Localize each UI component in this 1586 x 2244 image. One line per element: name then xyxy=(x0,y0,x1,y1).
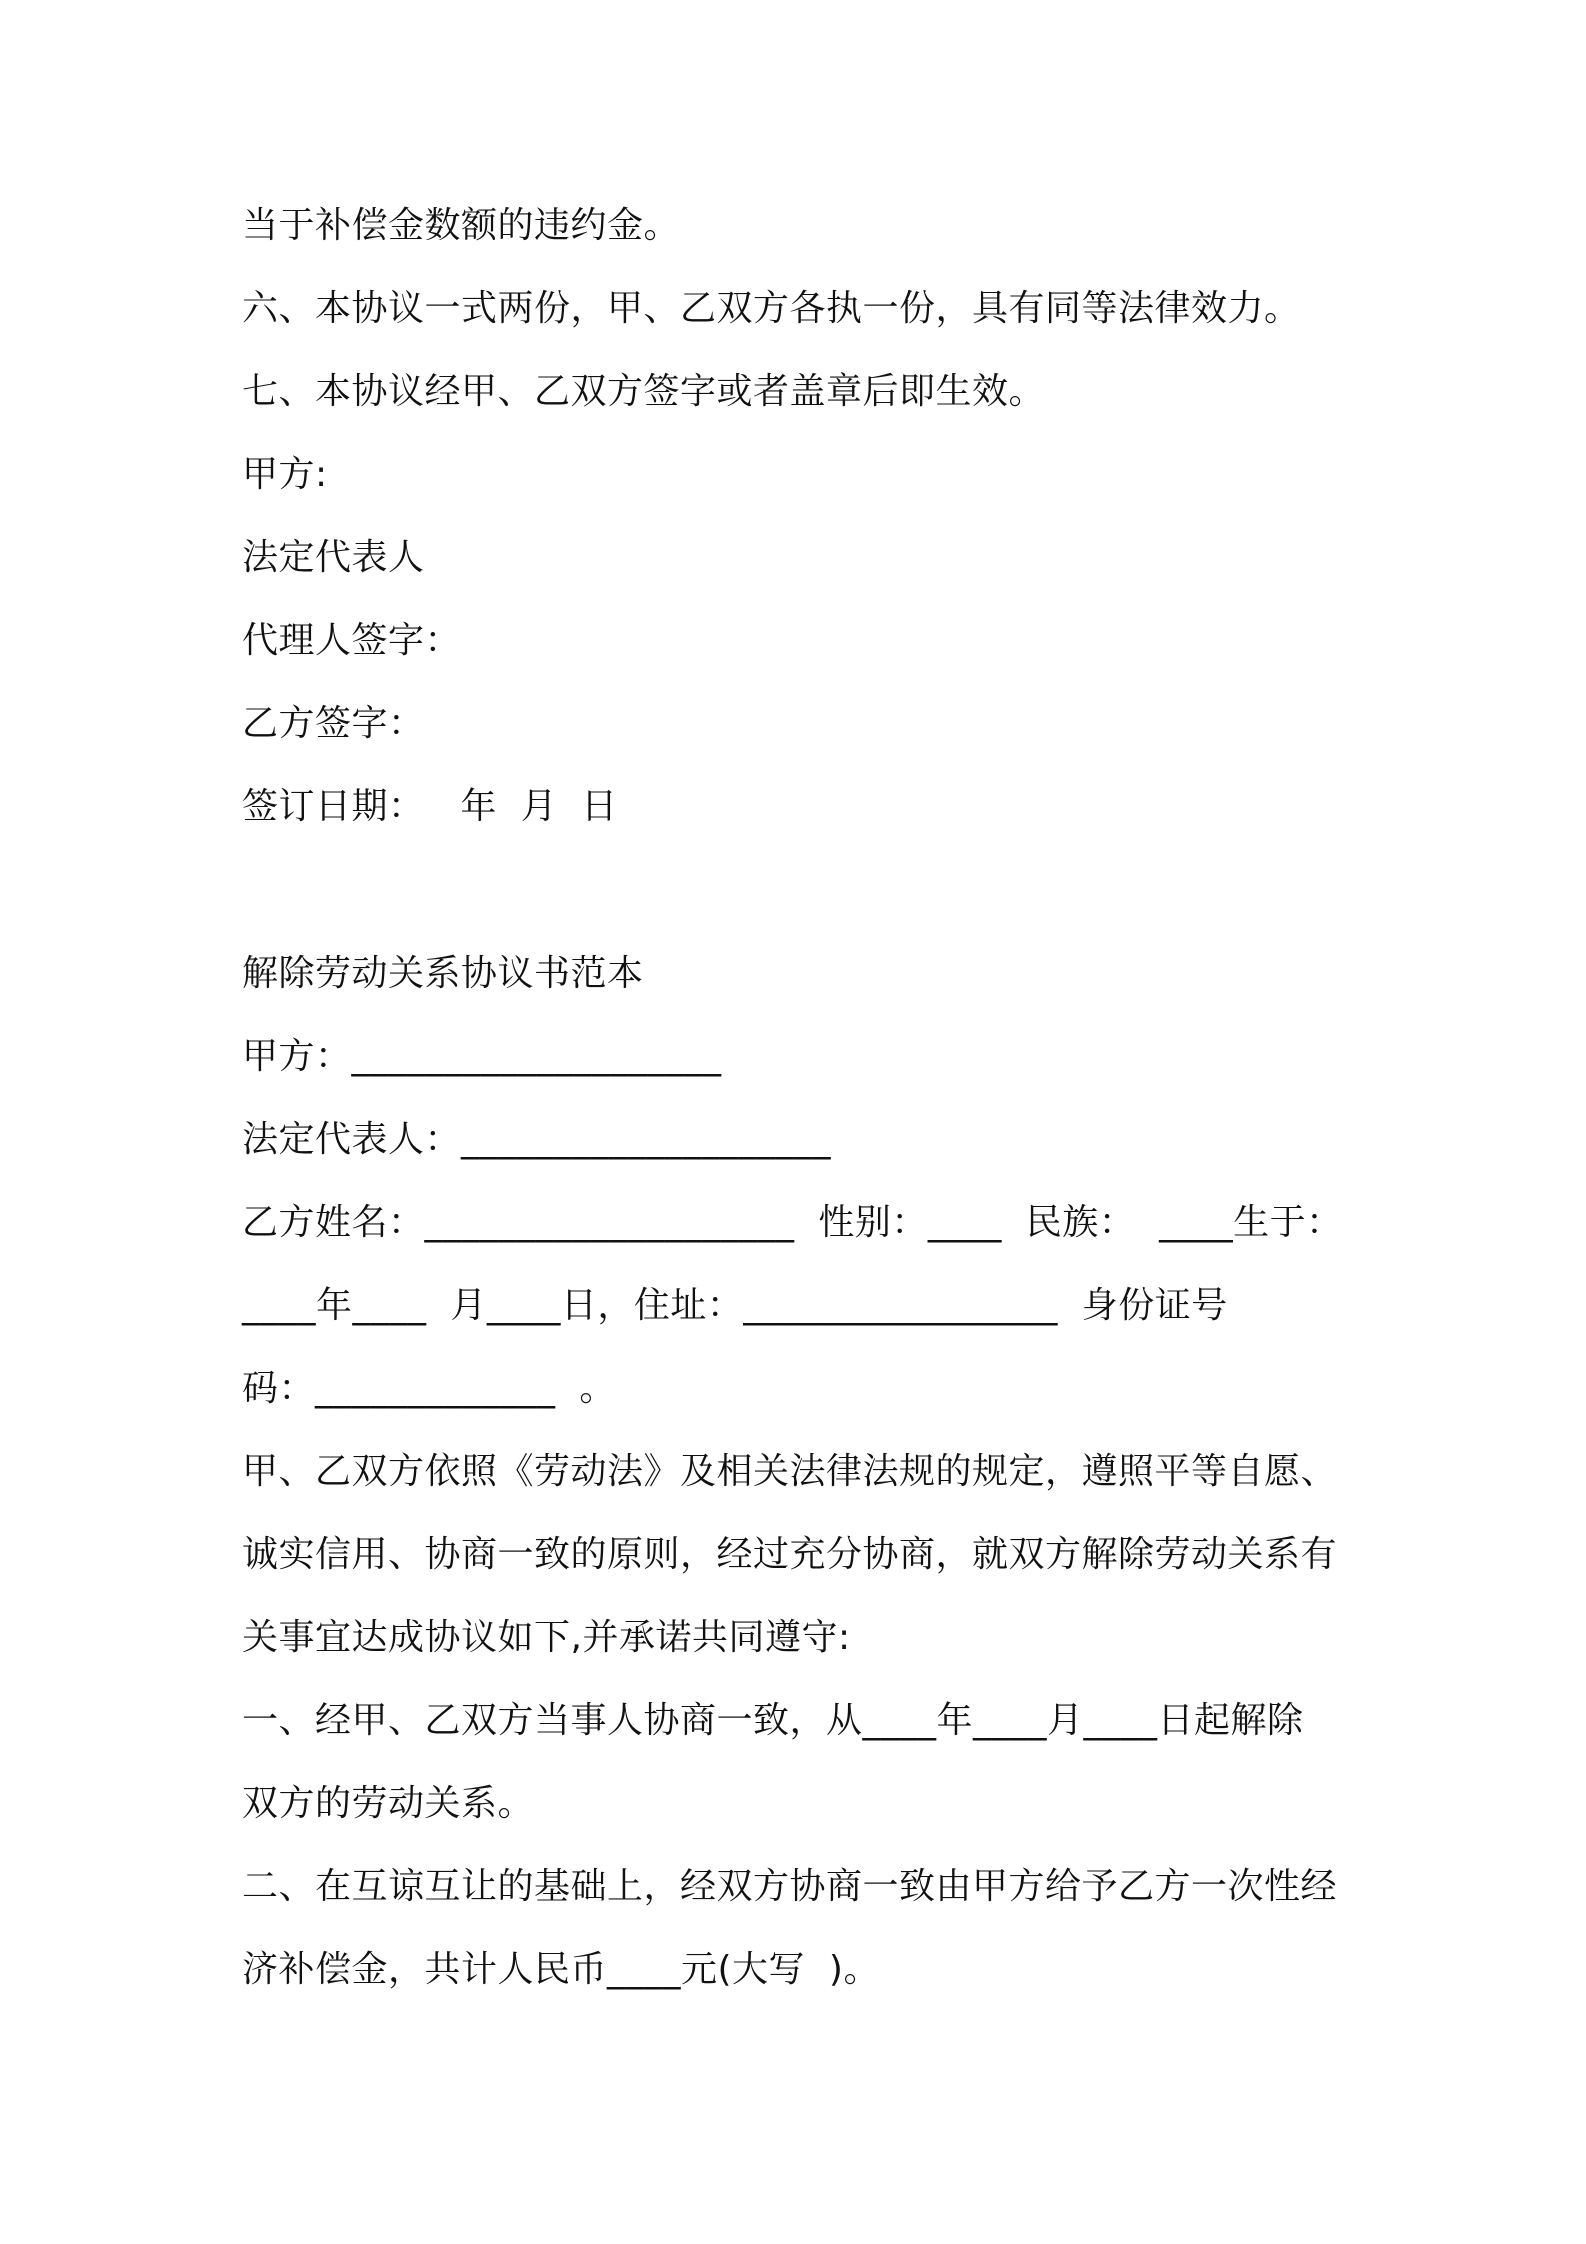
preamble-line-1: 甲、乙双方依照《劳动法》及相关法律法规的规定，遵照平等自愿、 xyxy=(242,1451,1338,1492)
clause-six: 六、本协议一式两份，甲、乙双方各执一份，具有同等法律效力。 xyxy=(242,288,1301,329)
clause-one-line-2: 双方的劳动关系。 xyxy=(242,1783,535,1824)
signing-date-label: 签订日期： 年 月 日 xyxy=(242,786,618,827)
party-a-field: 甲方：____________________ xyxy=(242,1036,722,1077)
agent-signature-label: 代理人签字： xyxy=(242,620,462,661)
preamble-line-2: 诚实信用、协商一致的原则，经过充分协商，就双方解除劳动关系有 xyxy=(242,1534,1338,1575)
clause-seven: 七、本协议经甲、乙双方签字或者盖章后即生效。 xyxy=(242,371,1046,412)
party-b-info-line: 乙方姓名：____________________ 性别：____ 民族： ____生于： xyxy=(242,1202,1343,1243)
id-number-line: 码：_____________ 。 xyxy=(242,1368,616,1409)
clause-two-line-1: 二、在互谅互让的基础上，经双方协商一致由甲方给予乙方一次性经 xyxy=(242,1866,1338,1907)
legal-representative-label: 法定代表人 xyxy=(242,537,425,578)
preamble-line-3: 关事宜达成协议如下,并承诺共同遵守: xyxy=(242,1617,851,1658)
party-a-label: 甲方: xyxy=(242,454,328,495)
clause-one-line-1: 一、经甲、乙双方当事人协商一致，从____年____月____日起解除 xyxy=(242,1700,1304,1741)
document-title: 解除劳动关系协议书范本 xyxy=(242,953,644,994)
party-b-signature-label: 乙方签字： xyxy=(242,703,425,744)
legal-representative-field: 法定代表人：____________________ xyxy=(242,1119,832,1160)
clause-two-line-2: 济补偿金，共计人民币____元(大写 )。 xyxy=(242,1949,880,1990)
birth-address-line: ____年____ 月____日，住址：_________________ 身份证号 xyxy=(242,1285,1228,1326)
text-line-penalty: 当于补偿金数额的违约金。 xyxy=(242,205,681,246)
